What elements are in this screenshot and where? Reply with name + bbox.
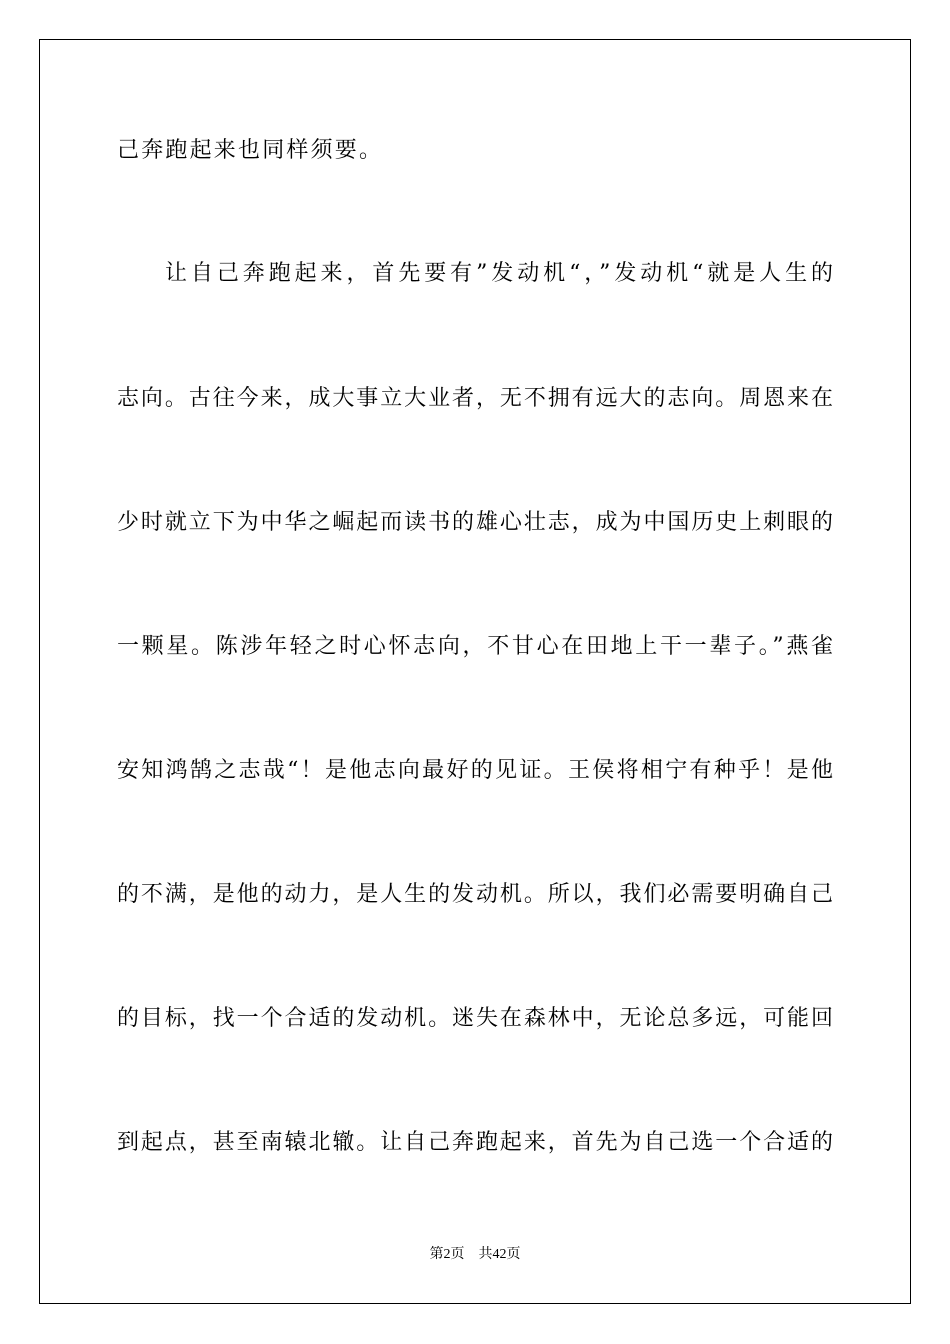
page-border [39,39,911,1304]
paragraph-line-8: 的目标，找一个合适的发动机。迷失在森林中，无论总多远，可能回 [117,1006,833,1031]
paragraph-line-2: 让自己奔跑起来，首先要有”发动机“，”发动机“就是人生的 [165,261,833,286]
paragraph-line-5: 一颗星。陈涉年轻之时心怀志向，不甘心在田地上干一辈子。”燕雀 [117,634,833,659]
paragraph-line-1: 己奔跑起来也同样须要。 [117,138,384,163]
paragraph-line-4: 少时就立下为中华之崛起而读书的雄心壮志，成为中国历史上刺眼的 [117,510,833,535]
paragraph-line-6: 安知鸿鹄之志哉“！是他志向最好的见证。王侯将相宁有种乎！是他 [117,758,833,783]
paragraph-line-7: 的不满，是他的动力，是人生的发动机。所以，我们必需要明确自己 [117,882,833,907]
page-number: 第2页 [429,1247,465,1262]
paragraph-line-3: 志向。古往今来，成大事立大业者，无不拥有远大的志向。周恩来在 [117,386,833,411]
total-pages: 共42页 [478,1247,521,1262]
page-footer [0,1246,950,1264]
paragraph-line-9: 到起点，甚至南辕北辙。让自己奔跑起来，首先为自己选一个合适的 [117,1130,833,1155]
